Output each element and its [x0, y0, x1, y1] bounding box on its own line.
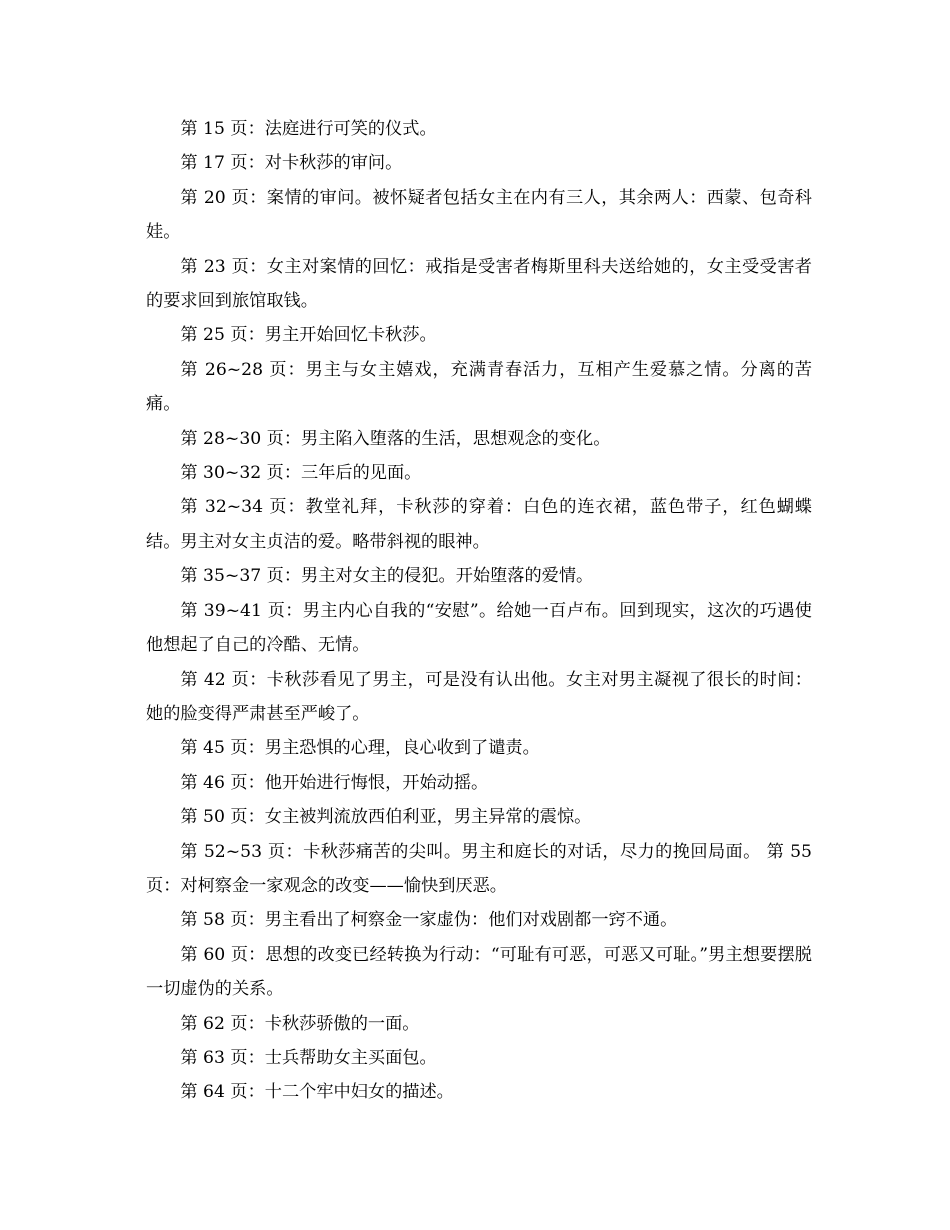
paragraph-page-58: 第 58 页：男主看出了柯察金一家虚伪：他们对戏剧都一窍不通。 [180, 910, 678, 931]
paragraph-page-35-37: 第 35~37 页：男主对女主的侵犯。开始堕落的爱情。 [180, 566, 594, 587]
paragraph-page-25: 第 25 页：男主开始回忆卡秋莎。 [180, 325, 437, 346]
paragraph-page-15: 第 15 页：法庭进行可笑的仪式。 [180, 119, 437, 139]
paragraph-page-62: 第 62 页：卡秋莎骄傲的一面。 [180, 1013, 420, 1034]
paragraph-page-17: 第 17 页：对卡秋莎的审问。 [180, 153, 403, 174]
paragraph-page-20: 第 20 页：案情的审问。被怀疑者包括女主在内有三人，其余两人：西蒙、包奇科娃。 [146, 187, 812, 243]
paragraph-page-46: 第 46 页：他开始进行悔恨，开始动摇。 [180, 772, 489, 793]
paragraph-page-45: 第 45 页：男主恐惧的心理，良心收到了谴责。 [180, 738, 540, 759]
paragraph-page-28-30: 第 28~30 页：男主陷入堕落的生活，思想观念的变化。 [180, 428, 611, 449]
paragraph-page-60: 第 60 页：思想的改变已经转换为行动：“可耻有可恶，可恶又可耻。”男主想要摆脱一切虚伪的关系。 [146, 944, 812, 1000]
paragraph-page-39-41: 第 39~41 页：男主内心自我的“安慰”。给她一百卢布。回到现实，这次的巧遇使他想起了自己的冷酷、无情。 [146, 600, 812, 656]
paragraph-page-30-32: 第 30~32 页：三年后的见面。 [180, 463, 422, 484]
document-body [146, 112, 812, 1110]
paragraph-page-52-53: 第 52~53 页：卡秋莎痛苦的尖叫。男主和庭长的对话，尽力的挽回局面。 第 55 页：对柯察金一家观念的改变——愉快到厌恶。 [146, 841, 812, 896]
paragraph-page-32-34: 第 32~34 页：教堂礼拜，卡秋莎的穿着：白色的连衣裙，蓝色带子，红色蝴蝶结。男主对女主贞洁的爱。略带斜视的眼神。 [146, 497, 812, 552]
paragraph-page-26-28: 第 26~28 页：男主与女主嬉戏，充满青春活力，互相产生爱慕之情。分离的苦痛。 [146, 359, 812, 415]
paragraph-page-64: 第 64 页：十二个牢中妇女的描述。 [180, 1082, 454, 1103]
paragraph-page-50: 第 50 页：女主被判流放西伯利亚，男主异常的震惊。 [180, 807, 592, 828]
paragraph-page-23: 第 23 页：女主对案情的回忆：戒指是受害者梅斯里科夫送给她的，女主受受害者的要求回到旅馆取钱。 [146, 256, 812, 312]
paragraph-page-63: 第 63 页：士兵帮助女主买面包。 [180, 1047, 437, 1068]
paragraph-page-42: 第 42 页：卡秋莎看见了男主，可是没有认出他。女主对男主凝视了很长的时间：她的脸变得严肃甚至严峻了。 [146, 669, 812, 724]
